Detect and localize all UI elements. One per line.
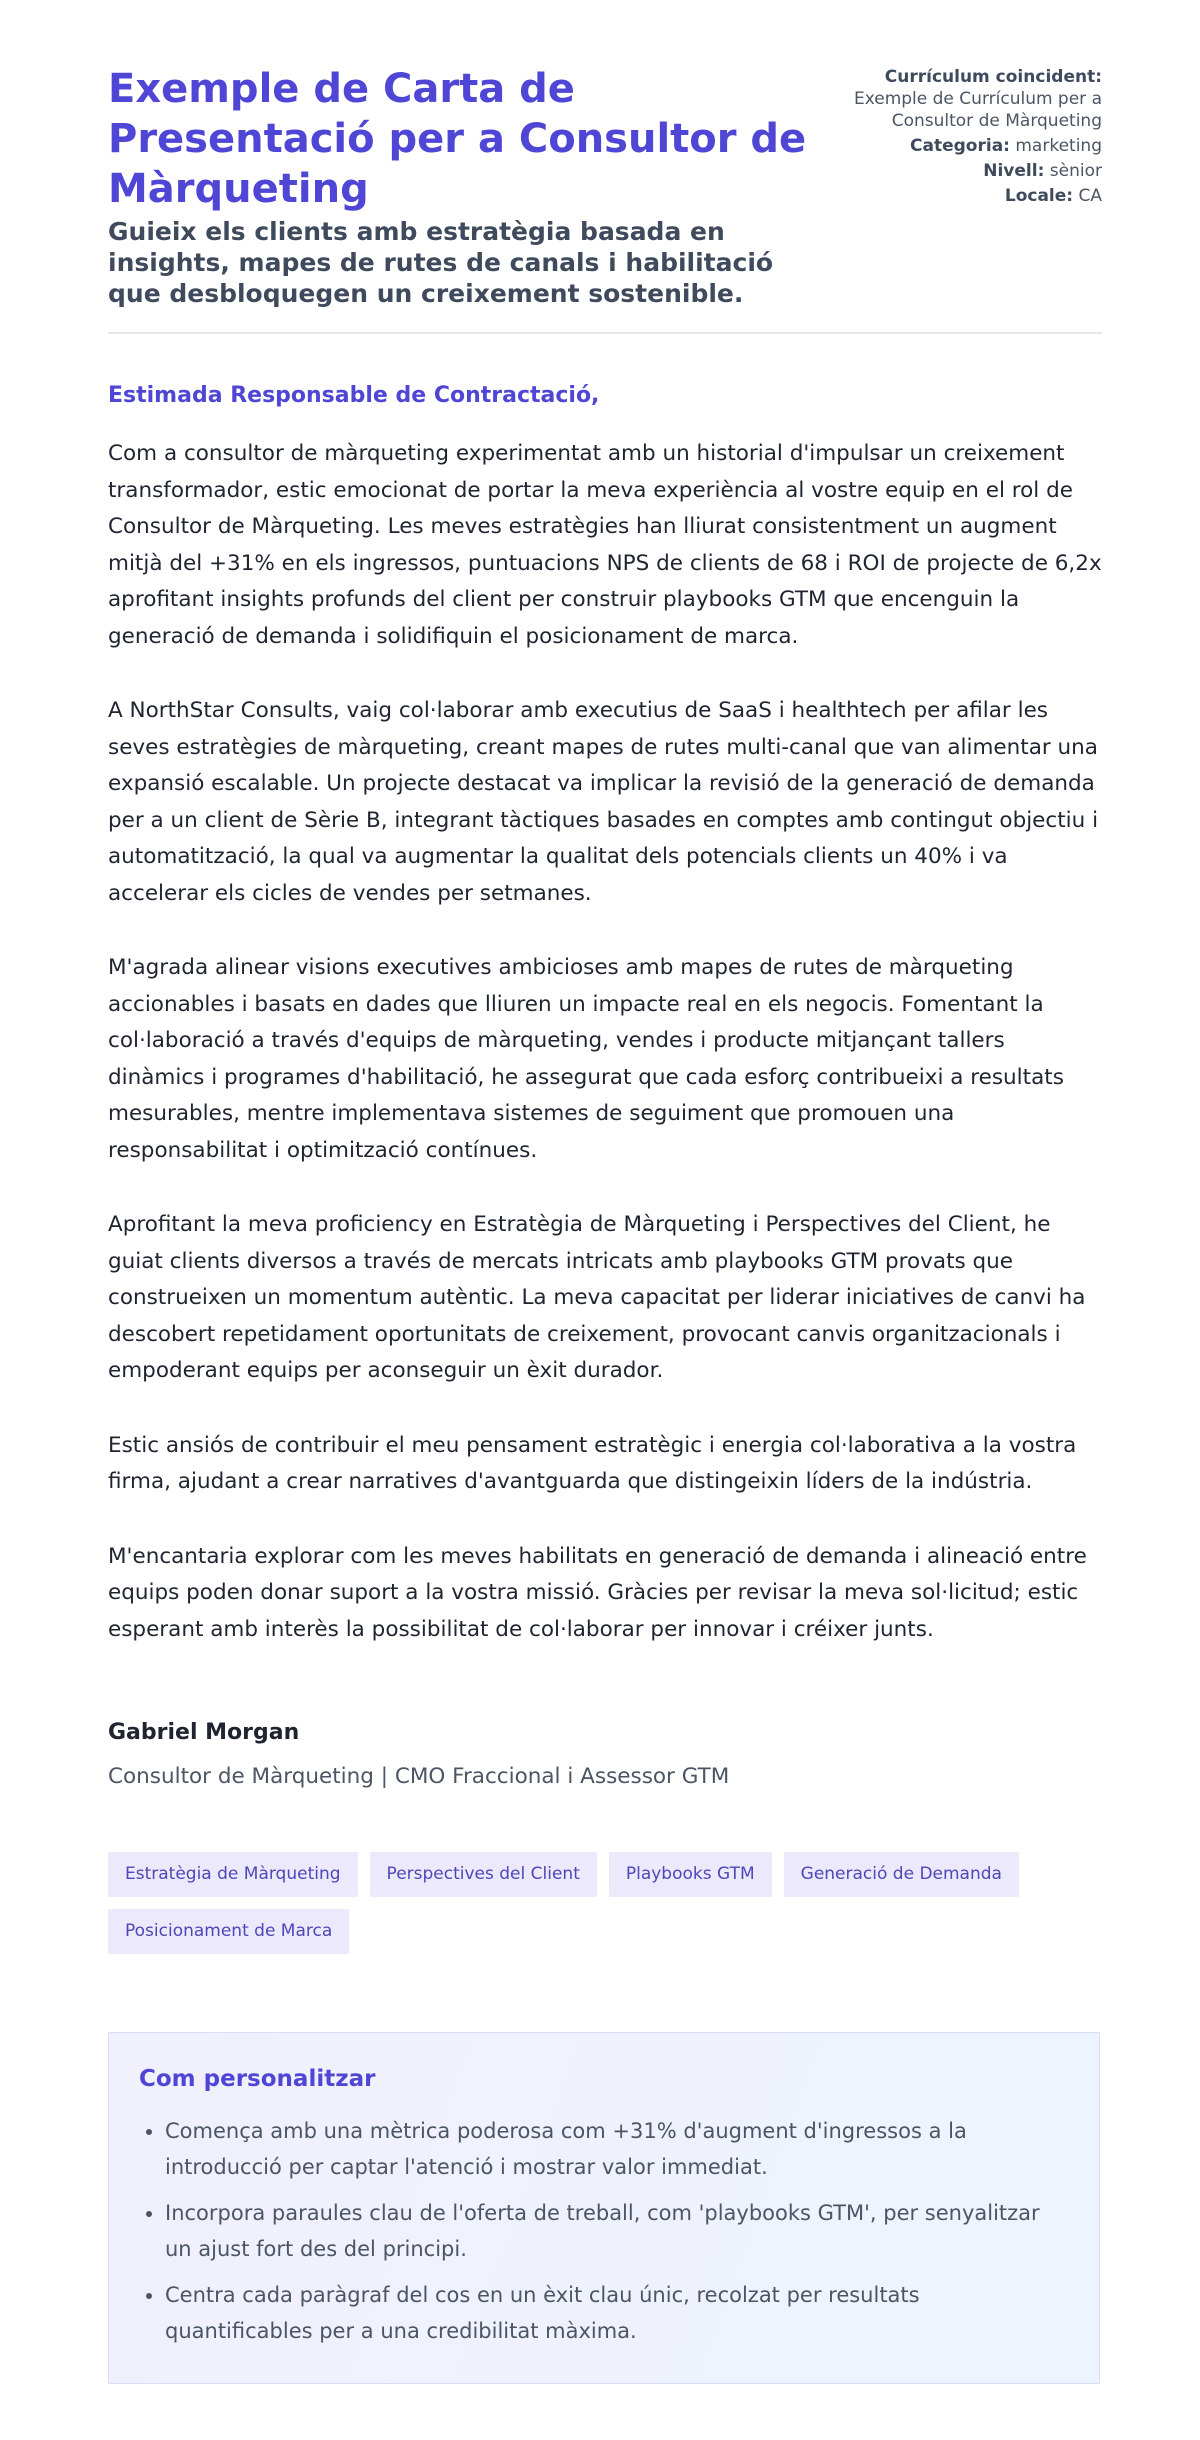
tips-title: Com personalitzar bbox=[139, 2066, 376, 2092]
meta-locale-label: Locale: bbox=[1004, 186, 1074, 206]
page-subtitle: Guieix els clients amb estratègia basada en insights, mapes de rutes de canals i habilitació que desbloquegen un creixement sostenible. bbox=[108, 217, 774, 308]
letter-paragraph: M'agrada alinear visions executives ambicioses amb mapes de rutes de màrqueting accionables i basats en dades que lliuren un impacte real en els negocis. Fomentant la col·laboració a través d'equips de màrqueting, vendes i producte mitjançant tallers dinàmics i programes d'habilitació, he assegurat que cada esforç contribueixi a resultats mesurables, mentre implementava sistemes de seguiment que promouen una responsabilitat i optimització contínues. bbox=[108, 955, 1064, 1163]
skill-tags bbox=[108, 1852, 1102, 1954]
page-header bbox=[108, 64, 1102, 309]
meta-category-label: Categoria: bbox=[910, 136, 1010, 156]
meta-category-value: marketing bbox=[1015, 136, 1102, 156]
letter-salutation: Estimada Responsable de Contractació, bbox=[108, 383, 600, 408]
letter-body bbox=[108, 436, 1102, 1686]
page-title: Exemple de Carta de Presentació per a Consultor de Màrqueting bbox=[108, 66, 807, 212]
skill-tag: Playbooks GTM bbox=[609, 1852, 772, 1897]
meta-locale-value: CA bbox=[1078, 186, 1102, 206]
tip-item: • Incorpora paraules clau de l'oferta de treball, com 'playbooks GTM', per senyalitzar un ajust fort des del principi. bbox=[165, 2195, 1069, 2267]
title-block bbox=[108, 64, 828, 309]
skill-tag: Generació de Demanda bbox=[784, 1852, 1019, 1897]
skill-tag: Posicionament de Marca bbox=[108, 1909, 349, 1954]
meta-resume-value: Exemple de Currículum per a Consultor de Màrqueting bbox=[853, 89, 1102, 131]
letter-paragraph: Estic ansiós de contribuir el meu pensament estratègic i energia col·laborativa a la vostra firma, ajudant a crear narratives d'avantguarda que distingeixin líders de la indústria. bbox=[108, 1432, 1077, 1494]
letter-paragraph: Com a consultor de màrqueting experimentat amb un historial d'impulsar un creixement transformador, estic emocionat de portar la meva experiència al vostre equip en el rol de Consultor de Màrqueting. Les meves estratègies han lliurat consistentment un augment mitjà del +31% en els ingressos, puntuacions NPS de clients de 68 i ROI de projecte de 6,2x aprofitant insights profunds del client per construir playbooks GTM que encenguin la generació de demanda i solidifiquin el posicionament de marca. bbox=[108, 441, 1102, 649]
meta-resume-label: Currículum coincident: bbox=[884, 67, 1102, 87]
signature-block bbox=[108, 1718, 729, 1792]
header-divider bbox=[108, 332, 1102, 334]
skill-tag: Perspectives del Client bbox=[370, 1852, 597, 1897]
tips-list bbox=[139, 2113, 1069, 2349]
meta-level bbox=[852, 160, 1102, 182]
tip-item: • Centra cada paràgraf del cos en un èxit clau únic, recolzat per resultats quantificables per a una credibilitat màxima. bbox=[165, 2277, 1069, 2349]
letter-paragraph: M'encantaria explorar com les meves habilitats en generació de demanda i alineació entre equips poden donar suport a la vostra missió. Gràcies per revisar la meva sol·licitud; estic esperant amb interès la possibilitat de col·laborar per innovar i créixer junts. bbox=[108, 1543, 1087, 1642]
letter-paragraph: A NorthStar Consults, vaig col·laborar amb executius de SaaS i healthtech per afilar les seves estratègies de màrqueting, creant mapes de rutes multi-canal que van alimentar una expansió escalable. Un projecte destacat va implicar la revisió de la generació de demanda per a un client de Sèrie B, integrant tàctiques basades en comptes amb contingut objectiu i automatització, la qual va augmentar la qualitat dels potencials clients un 40% i va accelerar els cicles de vendes per setmanes. bbox=[108, 698, 1099, 906]
meta-locale bbox=[852, 185, 1102, 207]
meta-level-value: sènior bbox=[1049, 161, 1102, 181]
meta-category bbox=[852, 135, 1102, 157]
letter-paragraph: Aprofitant la meva proficiency en Estratègia de Màrqueting i Perspectives del Client, he guiat clients diversos a través de mercats intricats amb playbooks GTM provats que construeixen un momentum autèntic. La meva capacitat per liderar iniciatives de canvi ha descobert repetidament oportunitats de creixement, provocant canvis organitzacionals i empoderant equips per aconseguir un èxit durador. bbox=[108, 1212, 1086, 1383]
skill-tag: Estratègia de Màrqueting bbox=[108, 1852, 358, 1897]
meta-panel bbox=[852, 64, 1102, 309]
signature-name: Gabriel Morgan bbox=[108, 1720, 300, 1745]
meta-resume bbox=[852, 66, 1102, 132]
customize-tips-box bbox=[108, 2032, 1100, 2384]
meta-level-label: Nivell: bbox=[983, 161, 1045, 181]
tip-item: • Comença amb una mètrica poderosa com +31% d'augment d'ingressos a la introducció per captar l'atenció i mostrar valor immediat. bbox=[165, 2113, 1069, 2185]
signature-role: Consultor de Màrqueting | CMO Fraccional i Assessor GTM bbox=[108, 1764, 730, 1789]
